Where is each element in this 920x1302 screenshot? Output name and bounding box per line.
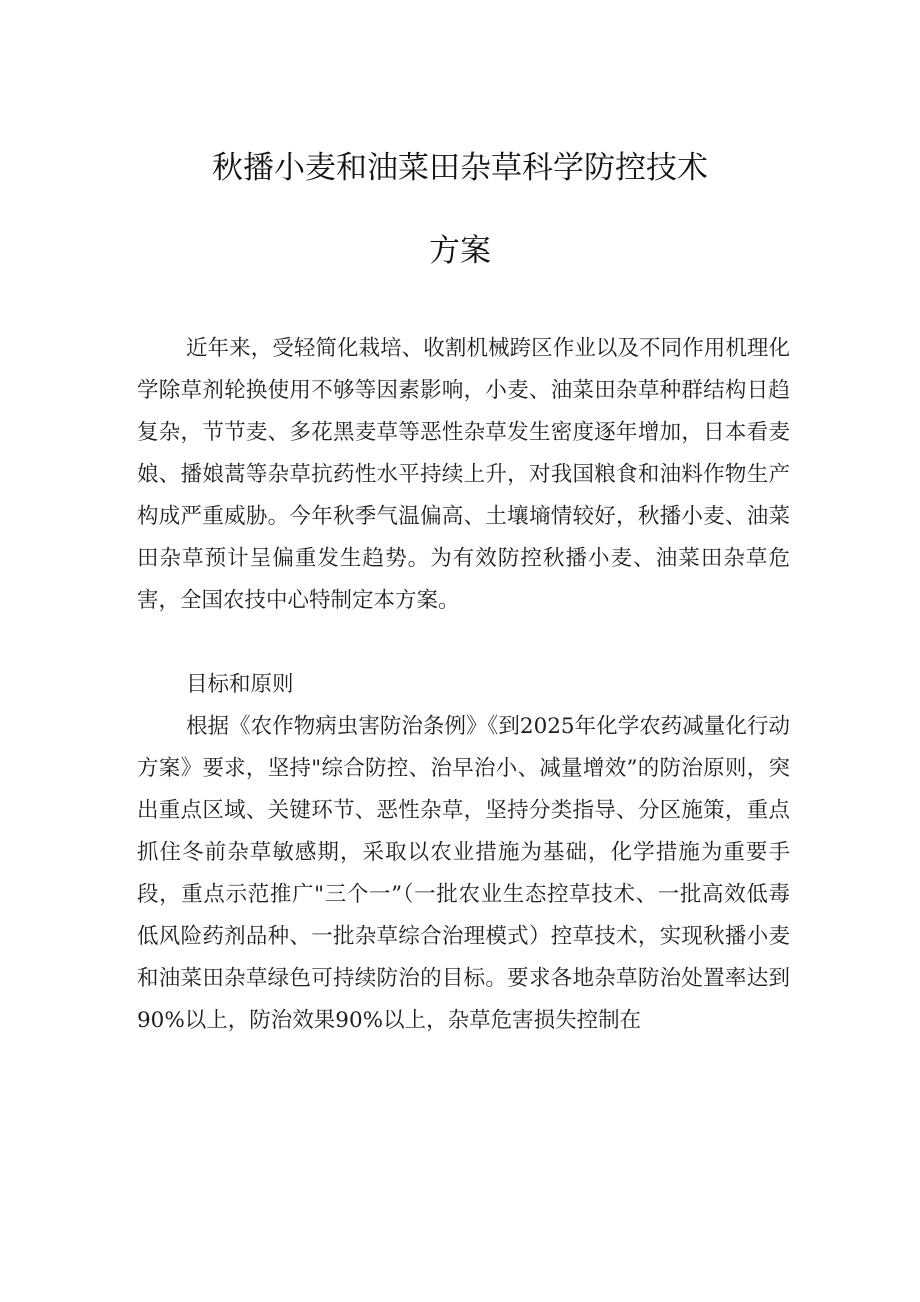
section-heading-block: [137, 664, 790, 706]
document-title-line-1: 秋播小麦和油菜田杂草科学防控技术: [212, 150, 708, 186]
intro-paragraph-block: [137, 328, 790, 622]
goals-paragraph-block: [137, 706, 790, 1042]
goals-paragraph: 根据《农作物病虫害防治条例》《到2025年化学农药减量化行动方案》要求，坚持"综合防控、治早治小、减量增效”的防治原则，突出重点区域、关键环节、恶性杂草，坚持分类指导、分区施策，重点抓住冬前杂草敏感期，采取以农业措施为基础，化学措施为重要手段，重点示范推广"三个一”（一批农业生态控草技术、一批高效低毒低风险药剂品种、一批杂草综合治理模式）控草技术，实现秋播小麦和油菜田杂草绿色可持续防治的目标。要求各地杂草防治处置率达到90%以上，防治效果90%以上，杂草危害损失控制在: [137, 714, 790, 1033]
document-title-line-2: 方案: [429, 233, 491, 269]
section-heading: 目标和原则: [186, 672, 294, 697]
intro-paragraph: 近年来，受轻简化栽培、收割机械跨区作业以及不同作用机理化学除草剂轮换使用不够等因素影响，小麦、油菜田杂草种群结构日趋复杂，节节麦、多花黑麦草等恶性杂草发生密度逐年增加，日本看麦娘、播娘蒿等杂草抗药性水平持续上升，对我国粮食和油料作物生产构成严重威胁。今年秋季气温偏高、土壤墒情较好，秋播小麦、油菜田杂草预计呈偏重发生趋势。为有效防控秋播小麦、油菜田杂草危害，全国农技中心特制定本方案。: [137, 336, 790, 613]
